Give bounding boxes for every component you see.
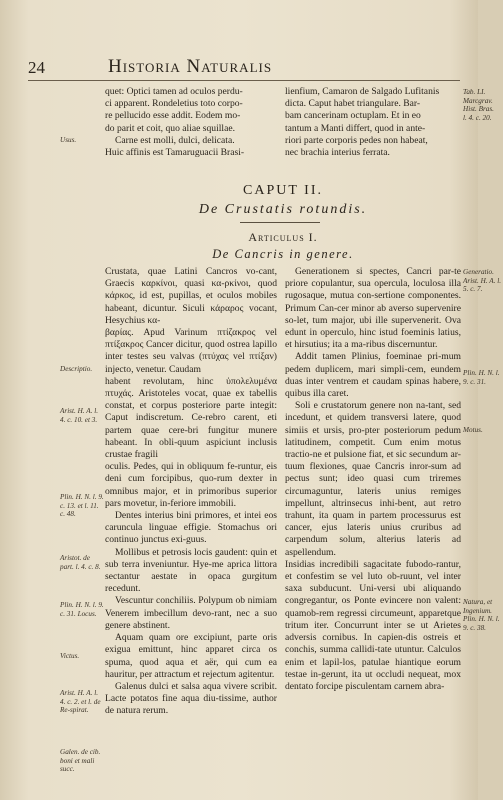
- text-line: Carne est molli, dulci, delicata.: [115, 134, 235, 146]
- margin-note-usus: Usus.: [60, 136, 77, 144]
- margin-note: Motus.: [463, 426, 483, 434]
- margin-line: Tab. LI.: [463, 88, 486, 96]
- paragraph: Insidias incredibili sagacitate fubodo-rantur, et confestim se vel luto ob-ruunt, vel inter saxa subducunt. Uni-versi ubi aliquando congregantur, os Ponte evincere non valent: quamob-rem regressi circumeunt, apparetque tritum iter. Concurrunt inter se ut Arietes adversis cornibus. In capien-dis ostreis et conchis, summa callidi-tate utuntur. Calculos enim et lapil-los, patulae hiantique eorum testae in-gerunt, ita ut occludi nequeat, mox dentato forcipe pisculentam carnem abra-: [285, 558, 461, 692]
- margin-note: Descriptio.: [60, 365, 93, 373]
- margin-line: Hist. Bras.: [463, 105, 494, 114]
- paragraph: Soli e crustatorum genere non na-tant, sed incedunt, et quidem transversi latere, quod simiis et ursis, pro-pter posteriorum pedum latitudinem, competit. Cum enim motus tractio-ne et pulsione fiat, et sic secundum ar-tuum flexiones, quae Cancris inror-sum ad pectus sunt; ideo quasi cum triremes circumaguntur, lateris unius remiges impellunt, altrinsecus inhi-bent, aut retro trahunt, ita quam in partem processurus est cancer, ejus lateris unius cruribus ad carpendum solum, alterius lateris ad aspellendum.: [285, 400, 461, 558]
- left-column-body: [105, 266, 277, 718]
- chapter-heading: CAPUT II.: [243, 183, 323, 198]
- margin-note: Aristot. de part. l. 4. c. 8.: [60, 554, 101, 571]
- right-column-body: [285, 266, 461, 693]
- paragraph: Mollibus et petrosis locis gaudent: quin et sub terra inveniuntur. Hye-me aprica littora sectantur aestate in opaca gurgitum recedunt.: [105, 546, 277, 595]
- article-heading: Articulus I.: [248, 230, 318, 244]
- text-line: dicta. Caput habet triangulare. Bar-: [285, 98, 421, 110]
- paragraph: Dentes interius bini primores, et intei eos caruncula linguae effigie. Stomachus ori continuo junctus exi-guus.: [105, 510, 277, 546]
- paragraph: habent revolutam, hinc ὑπολελυμένα πτυχάς. Aristoteles vocat, quae ex tabellis constat, et corpus posteriore parte integit: Caput indiscretum. Ce-rebro carent, eti partem quae cere-bri fungitur munere habeant. In obli-quum aspiciunt inclusis crustae fragili: [105, 375, 277, 461]
- margin-note: Plin. H. N. l. 9. c. 13. et l. 11. c. 48.: [60, 493, 104, 519]
- text-line: ci apparent. Rondeletius toto corpo-: [105, 98, 243, 110]
- text-line: bam cancerinam octuplam. Et in eo: [285, 110, 421, 122]
- margin-note: Natura, et Ingenium. Plin. H. N. l. 9. c. 38.: [463, 598, 500, 632]
- paragraph: Vescuntur conchiliis. Polypum ob nimiam Venerem imbecillum devo-rant, nec a suo genere abstinent.: [105, 595, 277, 631]
- top-left-text: [105, 86, 277, 159]
- text-line: re pellucido esse addit. Eodem mo-: [105, 110, 241, 122]
- page-header: [28, 56, 468, 80]
- paragraph: Aquam quam ore excipiunt, parte oris exigua emittunt, hinc apparet circa os spuma, quod aqua et aër, qui cum ea hauritur, per attractum et rejectum agitentur.: [105, 632, 277, 680]
- paragraph: Crustata, quae Latini Cancros vo-cant, Graecis καρκίνοι, quasi κα-ρκίνοι, quod κάρκος, id est, pupillas, et oculos mobiles habeant, dicuntur. Siculi κάραρος vocant, Hesychius κα-: [105, 266, 277, 326]
- text-line: do parit et coit, quo aliae squillae.: [105, 122, 236, 134]
- paragraph: βαρίας. Apud Varinum πτίζακρος vel πτίξακρος Cancer dicitur, quod ostrea lapillo inter testes seu valvas (πτύχας vel πτίξαν) injecto, venetur. Caudam: [105, 327, 277, 375]
- header-rule: [28, 80, 460, 81]
- text-line: lienfium, Camaron de Salgado Lufitanis: [285, 86, 440, 97]
- margin-note-tab: [463, 88, 503, 122]
- page-number: 24: [28, 58, 45, 77]
- paragraph: Generationem si spectes, Cancri par-te priore copulantur, sua opercula, loculosa illa rugosaque, mutua con-sertione componentes. Primum Can-cer minor ab averso supervenire so-let, tum major, ubi ille supervenerit. Ova edunt in operculo, hinc istud foeminis latius, et hirsutius; ita a ma-ribus discernuntur.: [285, 266, 461, 351]
- article-title: De Cancris in genere.: [212, 247, 354, 261]
- paragraph: Galenus dulci et salsa aqua vivere scribit. Lacte potatos fine aqua diu-tissime, author de natura rerum.: [105, 680, 277, 717]
- margin-note: Plin. H. N. l. 9. c. 31.: [463, 369, 500, 386]
- margin-note: Plin. H. N. l. 9. c. 31. Locus.: [60, 601, 104, 618]
- margin-line: l. 4. c. 20.: [463, 113, 492, 122]
- chapter-title: De Crustatis rotundis.: [198, 202, 368, 217]
- margin-note: Arist. H. A. l. 4. c. 2. et l. de Re-spirat.: [60, 689, 101, 715]
- text-line: nec brachia interius ferrata.: [285, 147, 390, 159]
- margin-note: Galen. de cib. boni et mali succ.: [60, 748, 101, 774]
- top-right-text: [285, 86, 461, 159]
- paragraph: Addit tamen Plinius, foeminae pri-mum pedem duplicem, mari simpli-cem, eundem duas inter ventrem et caudam spinas habere, quibus illa caret.: [285, 351, 461, 400]
- text-line: quet: Optici tamen ad oculos perdu-: [105, 86, 243, 97]
- margin-line: Marcgrav.: [463, 96, 493, 105]
- running-title: Historia Naturalis: [108, 56, 273, 77]
- margin-note: Arist. H. A. l. 4. c. 10. et 3.: [60, 407, 99, 424]
- section-rule: [240, 222, 320, 223]
- paragraph: oculis. Pedes, qui in obliquum fe-runtur, eis deni cum forcipibus, quo-rum dexter in omnibus major, et in primoribus superior pars movetur, in-feriore immobili.: [105, 461, 277, 509]
- text-line: Huic affinis est Tamaruguacii Brasi-: [105, 147, 245, 159]
- text-line: riori parte corporis pedes non habeat,: [285, 134, 428, 146]
- margin-note: Generatio. Arist. H. A. l. 5. c. 7.: [463, 268, 502, 294]
- margin-note: Victus.: [60, 652, 80, 660]
- text-line: tantum a Manti differt, quod in ante-: [285, 122, 426, 134]
